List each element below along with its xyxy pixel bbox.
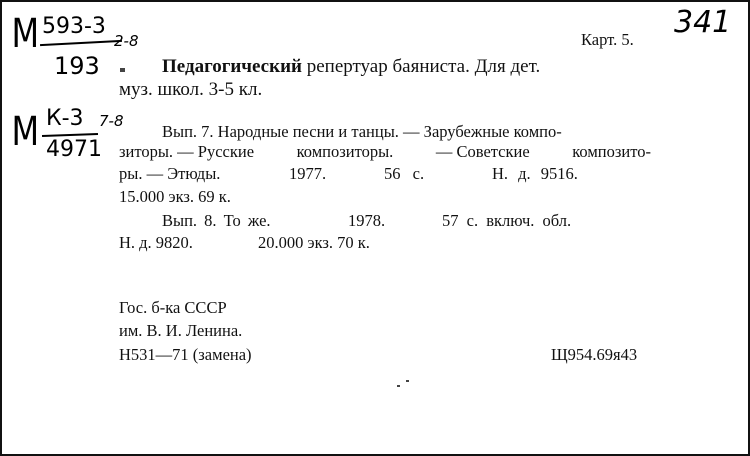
card-title-bold: Педагогический — [162, 56, 302, 77]
handwritten-fraction-line-1 — [40, 40, 122, 46]
card-title — [162, 57, 540, 76]
classification-code: Щ954.69я43 — [551, 345, 638, 364]
scan-speck — [406, 380, 409, 382]
card-title-rest: репертуар баяниста. Для дет. — [306, 56, 541, 77]
vol7-line2 — [119, 144, 651, 161]
print-code: Н531—71 (замена) — [119, 345, 252, 364]
vol7-line2-part: — Советские — [435, 142, 530, 161]
card-title-line2: муз. школ. 3-5 кл. — [119, 79, 263, 100]
vol7-line1: Вып. 7. Народные песни и танцы. — Зарубежные компо- — [162, 122, 562, 141]
vol7-line4: 15.000 экз. 69 к. — [119, 187, 231, 206]
vol7-line3-part: Н. д. 9516. — [492, 164, 578, 183]
vol7-line3-part: ры. — Этюды. — [119, 164, 221, 183]
vol7-line2-part: зиторы. — Русские — [119, 142, 255, 161]
handwritten-page-number: 341 — [674, 5, 732, 40]
handwritten-shelf-top-1: 593-3 — [42, 14, 106, 39]
handwritten-shelf-letter-1: М — [11, 11, 40, 57]
scan-speck — [397, 385, 400, 387]
vol7-line2-part: композиторы. — [296, 142, 394, 161]
vol8-line2-part: 20.000 экз. 70 к. — [258, 233, 370, 252]
vol8-line1-part: Вып. 8. То же. — [162, 211, 271, 230]
vol7-line3-part: 1977. — [289, 164, 327, 183]
vol7-line3-part: 56 с. — [384, 164, 425, 183]
library-line2: им. В. И. Ленина. — [119, 321, 243, 340]
handwritten-shelf-bottom-1: 193 — [54, 52, 100, 80]
vol8-line2-part: Н. д. 9820. — [119, 233, 193, 252]
handwritten-shelf-letter-2: М — [11, 109, 40, 155]
handwritten-shelf-top-2: К-3 — [46, 106, 84, 131]
scan-speck — [120, 68, 125, 72]
handwritten-shelf-fraction-1: 2-8 — [114, 32, 139, 50]
vol8-line1-part: 1978. — [348, 211, 386, 230]
library-line1: Гос. б-ка СССР — [119, 298, 227, 317]
vol7-line2-part: композито- — [572, 142, 651, 161]
handwritten-shelf-fraction-2: 7-8 — [99, 112, 124, 130]
handwritten-shelf-bottom-2: 4971 — [46, 137, 102, 162]
card-number: Карт. 5. — [581, 30, 634, 49]
vol8-line1-part: 57 с. включ. обл. — [442, 211, 572, 230]
